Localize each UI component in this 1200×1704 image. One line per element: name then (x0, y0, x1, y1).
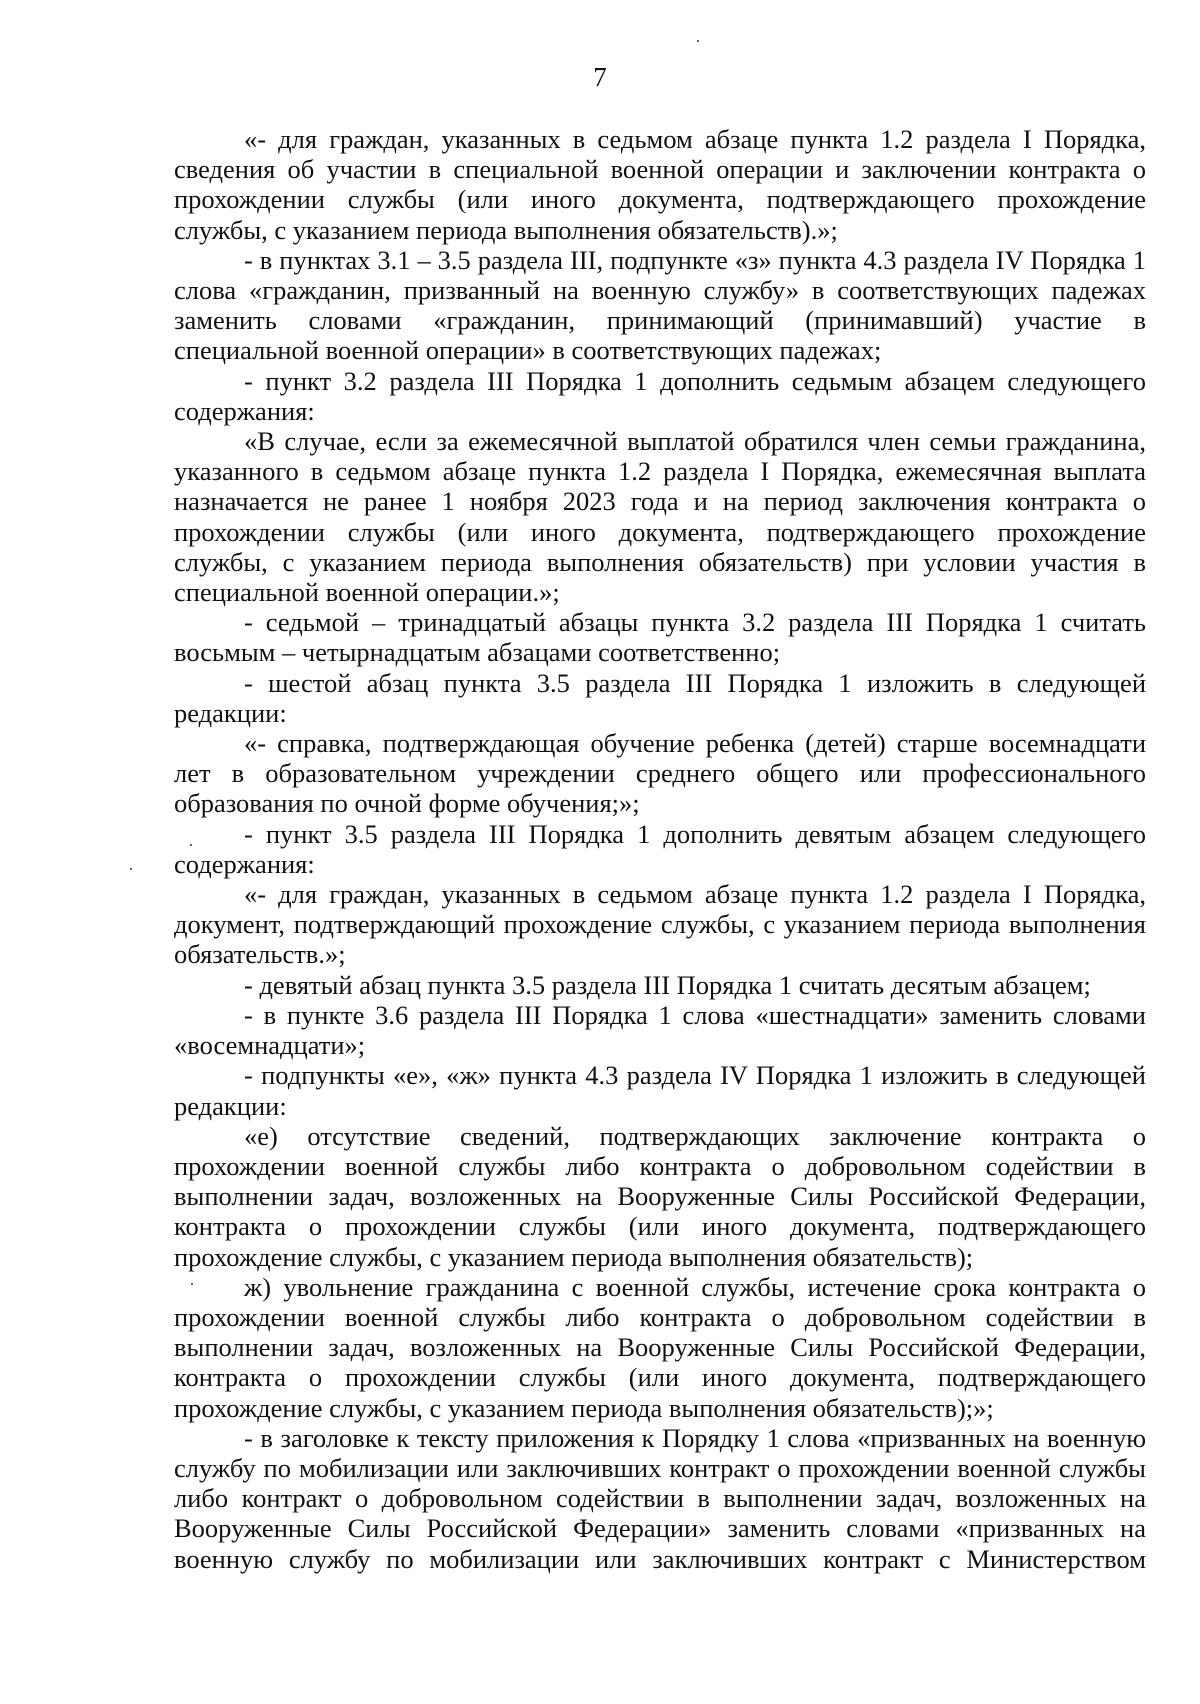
scan-speck (697, 40, 699, 42)
page-number: 7 (593, 62, 607, 92)
paragraph: - шестой абзац пункта 3.5 раздела III Порядка 1 изложить в следующей редакции: (174, 667, 1146, 728)
paragraph: - в пункте 3.6 раздела III Порядка 1 слова «шестнадцати» заменить словами «восемнадцати»; (174, 999, 1146, 1061)
paragraph: «В случае, если за ежемесячной выплатой обратился член семьи гражданина, указанного в седьмом абзаце пункта 1.2 раздела I Порядка, ежемесячная выплата назначается не ранее 1 ноября 2023 года и на период заключения контракта о прохождении службы (или иного документа, подтверждающего прохождение службы, с указанием периода выполнения обязательств) при условии участия в специальной военной операции.»; (174, 426, 1146, 608)
document-body (174, 124, 1146, 1574)
paragraph: - седьмой – тринадцатый абзацы пункта 3.2 раздела III Порядка 1 считать восьмым – четырнадцатым абзацами соответственно; (174, 607, 1146, 668)
paragraph: - девятый абзац пункта 3.5 раздела III Порядка 1 считать десятым абзацем; (244, 969, 1091, 1000)
paragraph: «- для граждан, указанных в седьмом абзаце пункта 1.2 раздела I Порядка, документ, подтверждающий прохождение службы, с указанием периода выполнения обязательств.»; (174, 879, 1146, 970)
paragraph: - подпункты «е», «ж» пункта 4.3 раздела IV Порядка 1 изложить в следующей редакции: (174, 1060, 1146, 1121)
paragraph: - пункт 3.5 раздела III Порядка 1 дополнить девятым абзацем следующего содержания: (174, 818, 1146, 879)
paragraph: - в пунктах 3.1 – 3.5 раздела III, подпункте «з» пункта 4.3 раздела IV Порядка 1 слова «гражданин, призванный на военную службу» в соответствующих падежах заменить словами «гражданин, принимающий (принимавший) участие в специальной военной операции» в соответствующих падежах; (174, 244, 1146, 366)
scan-speck (130, 868, 132, 870)
paragraph: - в заголовке к тексту приложения к Порядку 1 слова «призванных на военную службу по мобилизации или заключивших контракт о прохождении военной службы либо контракт о добровольном содействии в выполнении задач, возложенных на Вооруженные Силы Российской Федерации» заменить словами «призванных на военную службу по мобилизации или заключивших контракт с Министерством (174, 1422, 1146, 1574)
paragraph: «- для граждан, указанных в седьмом абзаце пункта 1.2 раздела I Порядка, сведения об участии в специальной военной операции и заключении контракта о прохождении службы (или иного документа, подтверждающего прохождение службы, с указанием периода выполнения обязательств).»; (174, 124, 1146, 245)
paragraph: «- справка, подтверждающая обучение ребенка (детей) старше восемнадцати лет в образовательном учреждении среднего общего или профессионального образования по очной форме обучения;»; (174, 728, 1146, 819)
paragraph: ж) увольнение гражданина с военной службы, истечение срока контракта о прохождении военной службы либо контракта о добровольном содействии в выполнении задач, возложенных на Вооруженные Силы Российской Федерации, контракта о прохождении службы (или иного документа, подтверждающего прохождение службы, с указанием периода выполнения обязательств);»; (174, 1271, 1146, 1423)
paragraph: - пункт 3.2 раздела III Порядка 1 дополнить седьмым абзацем следующего содержания: (174, 365, 1146, 426)
paragraph: «е) отсутствие сведений, подтверждающих заключение контракта о прохождении военной службы либо контракта о добровольном содействии в выполнении задач, возложенных на Вооруженные Силы Российской Федерации, контракта о прохождении службы (или иного документа, подтверждающего прохождение службы, с указанием периода выполнения обязательств); (174, 1120, 1146, 1272)
